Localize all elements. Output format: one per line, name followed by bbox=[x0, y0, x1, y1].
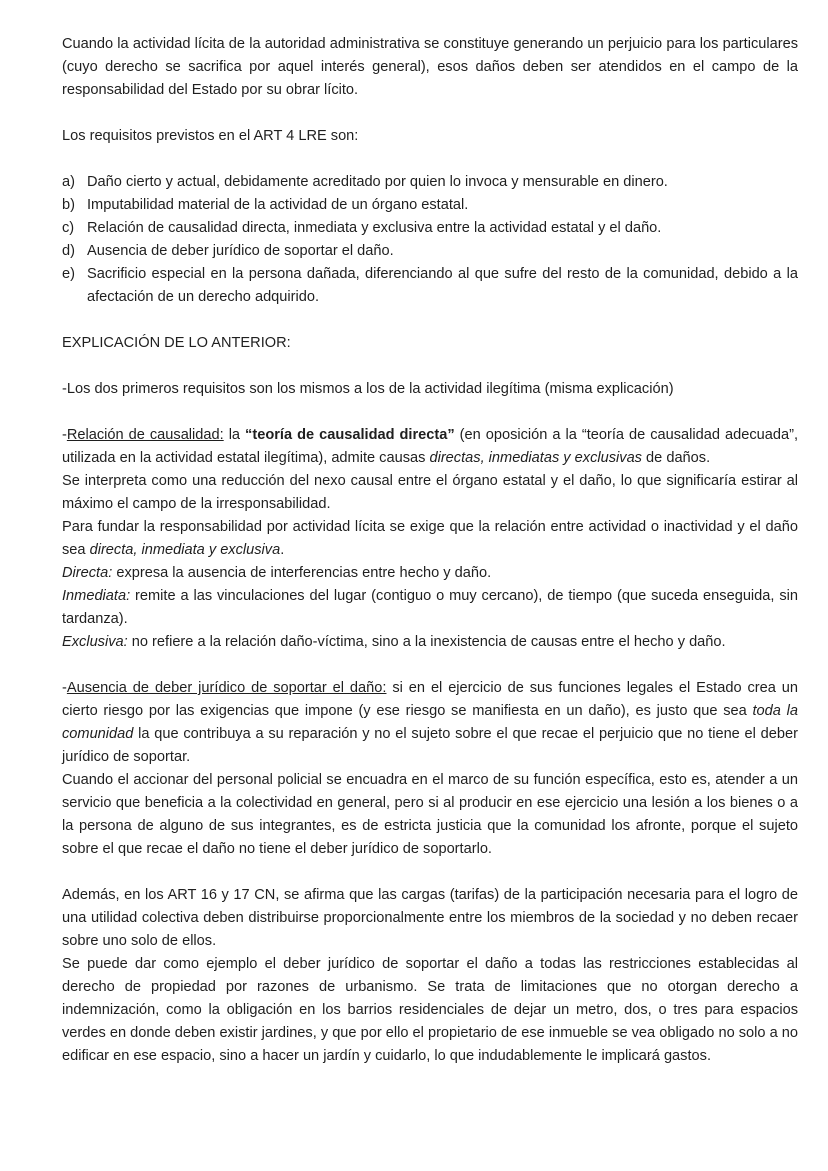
list-item bbox=[62, 217, 798, 240]
list-marker: e) bbox=[62, 266, 75, 282]
primeros-requisitos-paragraph: -Los dos primeros requisitos son los mismos a los de la actividad ilegítima (misma explicación) bbox=[62, 381, 674, 397]
text-run: no refiere a la relación daño-víctima, sino a la inexistencia de causas entre el hecho y daño. bbox=[127, 634, 726, 650]
ausencia-paragraph-2: Cuando el accionar del personal policial se encuadra en el marco de su función específica, esto es, atender a un servicio que beneficia a la colectividad en general, pero si al producir en ese ejercicio una lesión a los bienes o a la persona de alguno de sus integrantes, es de estricta justicia que la comunidad los afronte, porque el sujeto sobre el que recae el daño no tiene el deber jurídico de soportarlo. bbox=[62, 772, 798, 857]
list-item-text: Daño cierto y actual, debidamente acreditado por quien lo invoca y mensurable en dinero. bbox=[87, 174, 668, 190]
ejemplo-paragraph: Se puede dar como ejemplo el deber jurídico de soportar el daño a todas las restricciones establecidas al derecho de propiedad por razones de urbanismo. Se trata de limitaciones que no otorgan derecho a indemnización, como la obligación en los barrios residenciales de dejar un metro, dos, o tres para espacios verdes en donde deben existir jardines, y que por ello el propietario de ese inmueble se vea obligado no solo a no edificar en ese espacio, sino a hacer un jardín y cuidarlo, lo que indudablemente le implicará gastos. bbox=[62, 956, 798, 1064]
text-run: (en oposición a la “teoría de causalidad adecuada”, utilizada en la actividad estatal ilegítima), admite causas bbox=[62, 427, 798, 466]
intro-paragraph: Cuando la actividad lícita de la autoridad administrativa se constituye generando un perjuicio para los particulares (cuyo derecho se sacrifica por aquel interés general), esos daños deben ser atendidos en el campo de la responsabilidad del Estado por su obrar lícito. bbox=[62, 36, 798, 98]
list-marker: a) bbox=[62, 174, 75, 190]
text-run: de daños. bbox=[641, 450, 711, 466]
list-item-text: Imputabilidad material de la actividad de un órgano estatal. bbox=[87, 197, 469, 213]
list-item bbox=[62, 171, 798, 194]
text-run: . bbox=[280, 542, 285, 558]
exclusiva-definition bbox=[62, 631, 798, 654]
list-item-text: Relación de causalidad directa, inmediata y exclusiva entre la actividad estatal y el daño. bbox=[87, 220, 662, 236]
requisitos-intro: Los requisitos previstos en el ART 4 LRE son: bbox=[62, 128, 359, 144]
section-heading: EXPLICACIÓN DE LO ANTERIOR: bbox=[62, 335, 291, 351]
ademas-paragraph: Además, en los ART 16 y 17 CN, se afirma que las cargas (tarifas) de la participación necesaria para el logro de una utilidad colectiva deben distribuirse proporcionalmente entre los miembros de la sociedad y no deben recaer sobre uno solo de ellos. bbox=[62, 887, 798, 949]
list-item bbox=[62, 240, 798, 263]
italic-run: toda la comunidad bbox=[62, 703, 798, 742]
causalidad-paragraph-3 bbox=[62, 516, 798, 562]
inmediata-label: Inmediata: bbox=[62, 588, 131, 604]
italic-run: directas, inmediatas y exclusivas bbox=[429, 450, 642, 466]
text-run: Para fundar la responsabilidad por actividad lícita se exige que la relación entre actividad o inactividad y el daño sea bbox=[62, 519, 798, 558]
list-item-text: Sacrificio especial en la persona dañada, diferenciando al que sufre del resto de la comunidad, debido a la afectación de un derecho adquirido. bbox=[87, 266, 798, 305]
exclusiva-label: Exclusiva: bbox=[62, 634, 128, 650]
text-run: remite a las vinculaciones del lugar (contiguo o muy cercano), de tiempo (que suceda enseguida, sin tardanza). bbox=[62, 588, 798, 627]
ausencia-title: Ausencia de deber jurídico de soportar el daño: bbox=[66, 680, 387, 696]
list-marker: d) bbox=[62, 243, 75, 259]
list-item-text: Ausencia de deber jurídico de soportar el daño. bbox=[87, 243, 394, 259]
italic-run: directa, inmediata y exclusiva bbox=[89, 542, 281, 558]
dash: - bbox=[62, 427, 67, 443]
text-run: expresa la ausencia de interferencias entre hecho y daño. bbox=[112, 565, 492, 581]
causalidad-paragraph-2: Se interpreta como una reducción del nexo causal entre el órgano estatal y el daño, lo que significaría estirar al máximo el campo de la irresponsabilidad. bbox=[62, 473, 798, 512]
directa-label: Directa: bbox=[62, 565, 113, 581]
causalidad-paragraph bbox=[62, 424, 798, 470]
dash: - bbox=[62, 680, 67, 696]
text-run: la bbox=[223, 427, 246, 443]
directa-definition bbox=[62, 562, 798, 585]
causalidad-title: Relación de causalidad: bbox=[66, 427, 224, 443]
requisitos-list bbox=[62, 171, 798, 309]
ausencia-paragraph bbox=[62, 677, 798, 769]
text-run: si en el ejercicio de sus funciones legales el Estado crea un cierto riesgo por las exigencias que impone (y ese riesgo se manifiesta en un daño), es justo que sea bbox=[62, 680, 798, 719]
teoria-bold: “teoría de causalidad directa” bbox=[245, 427, 455, 443]
list-marker: b) bbox=[62, 197, 75, 213]
text-run: la que contribuya a su reparación y no el sujeto sobre el que recae el perjuicio que no tiene el deber jurídico de soportar. bbox=[62, 726, 798, 765]
list-marker: c) bbox=[62, 220, 75, 236]
inmediata-definition bbox=[62, 585, 798, 631]
list-item bbox=[62, 263, 798, 309]
list-item bbox=[62, 194, 798, 217]
